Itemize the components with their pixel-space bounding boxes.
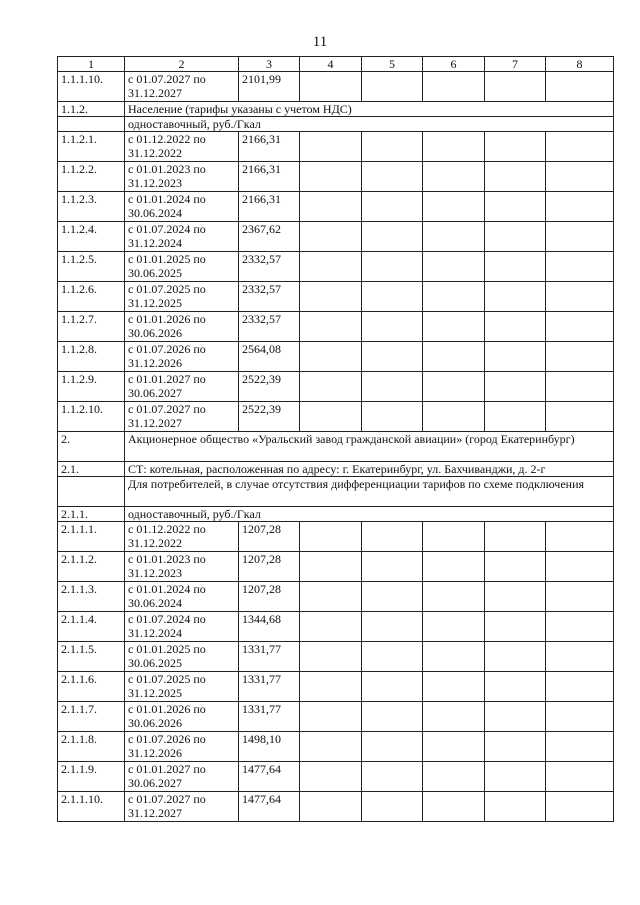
empty-cell — [423, 522, 485, 552]
tariff-value-cell: 1498,10 — [239, 732, 300, 762]
empty-cell — [546, 732, 614, 762]
tariff-value-cell: 2367,62 — [239, 222, 300, 252]
empty-cell — [423, 402, 485, 432]
tariff-value-cell: 1331,77 — [239, 702, 300, 732]
table-row — [58, 252, 614, 282]
empty-cell — [546, 672, 614, 702]
empty-cell — [300, 222, 362, 252]
period-cell: с 01.07.2024 по 31.12.2024 — [125, 222, 239, 252]
row-number-cell: 2.1.1.9. — [58, 762, 125, 792]
empty-cell — [546, 642, 614, 672]
empty-cell — [546, 402, 614, 432]
empty-cell — [300, 282, 362, 312]
table-row — [58, 312, 614, 342]
header-cell: 3 — [239, 57, 300, 72]
period-cell: с 01.01.2026 по 30.06.2026 — [125, 312, 239, 342]
empty-cell — [300, 402, 362, 432]
empty-cell — [423, 192, 485, 222]
empty-cell — [300, 792, 362, 822]
empty-cell — [485, 522, 546, 552]
empty-cell — [362, 72, 423, 102]
empty-cell — [300, 72, 362, 102]
row-number-cell: 1.1.2.1. — [58, 132, 125, 162]
empty-cell — [362, 402, 423, 432]
tariff-value-cell: 1207,28 — [239, 522, 300, 552]
empty-cell — [546, 72, 614, 102]
section-text-cell: Акционерное общество «Уральский завод гражданской авиации» (город Екатеринбург) — [125, 432, 614, 462]
tariff-value-cell: 2522,39 — [239, 372, 300, 402]
empty-cell — [485, 192, 546, 222]
tariff-table-body — [58, 57, 614, 822]
empty-cell — [362, 702, 423, 732]
empty-cell — [423, 312, 485, 342]
section-text-cell: Население (тарифы указаны с учетом НДС) — [125, 102, 614, 117]
empty-cell — [485, 612, 546, 642]
empty-cell — [362, 282, 423, 312]
empty-cell — [423, 702, 485, 732]
empty-cell — [423, 762, 485, 792]
empty-cell — [300, 162, 362, 192]
header-cell: 4 — [300, 57, 362, 72]
empty-cell — [362, 762, 423, 792]
header-cell: 7 — [485, 57, 546, 72]
empty-cell — [485, 222, 546, 252]
empty-cell — [423, 132, 485, 162]
empty-cell — [485, 72, 546, 102]
tariff-value-cell: 2332,57 — [239, 282, 300, 312]
empty-cell — [423, 672, 485, 702]
empty-cell — [300, 312, 362, 342]
table-row — [58, 672, 614, 702]
row-number-cell: 1.1.2.10. — [58, 402, 125, 432]
table-row — [58, 162, 614, 192]
header-cell: 6 — [423, 57, 485, 72]
empty-cell — [546, 612, 614, 642]
empty-cell — [362, 162, 423, 192]
table-row — [58, 792, 614, 822]
empty-cell — [300, 732, 362, 762]
table-row — [58, 72, 614, 102]
period-cell: с 01.01.2024 по 30.06.2024 — [125, 192, 239, 222]
header-cell: 8 — [546, 57, 614, 72]
section-row — [58, 462, 614, 477]
period-cell: с 01.01.2027 по 30.06.2027 — [125, 372, 239, 402]
row-number-cell: 2.1.1.3. — [58, 582, 125, 612]
empty-cell — [300, 642, 362, 672]
empty-cell — [362, 192, 423, 222]
row-number-cell: 2.1.1.1. — [58, 522, 125, 552]
empty-cell — [300, 522, 362, 552]
empty-cell — [300, 132, 362, 162]
section-row — [58, 102, 614, 117]
header-cell: 2 — [125, 57, 239, 72]
row-number-cell: 1.1.2.9. — [58, 372, 125, 402]
row-number-cell: 1.1.2.8. — [58, 342, 125, 372]
period-cell: с 01.07.2027 по 31.12.2027 — [125, 402, 239, 432]
section-row — [58, 432, 614, 462]
empty-cell — [300, 702, 362, 732]
empty-cell — [485, 372, 546, 402]
empty-cell — [300, 762, 362, 792]
table-row — [58, 522, 614, 552]
section-text-cell: СТ: котельная, расположенная по адресу: г. Екатеринбург, ул. Бахчиванджи, д. 2-г — [125, 462, 614, 477]
row-number-cell: 2.1.1.4. — [58, 612, 125, 642]
period-cell: с 01.07.2024 по 31.12.2024 — [125, 612, 239, 642]
empty-cell — [300, 672, 362, 702]
period-cell: с 01.01.2023 по 31.12.2023 — [125, 552, 239, 582]
section-text-cell: одноставочный, руб./Гкал — [125, 507, 614, 522]
header-cell: 1 — [58, 57, 125, 72]
table-row — [58, 372, 614, 402]
empty-cell — [362, 642, 423, 672]
table-row — [58, 402, 614, 432]
row-number-cell: 1.1.2. — [58, 102, 125, 117]
period-cell: с 01.01.2025 по 30.06.2025 — [125, 642, 239, 672]
empty-cell — [300, 612, 362, 642]
tariff-value-cell: 1344,68 — [239, 612, 300, 642]
empty-cell — [300, 552, 362, 582]
row-number-cell: 2. — [58, 432, 125, 462]
empty-cell — [362, 132, 423, 162]
tariff-value-cell: 1331,77 — [239, 642, 300, 672]
empty-cell — [362, 672, 423, 702]
empty-cell — [362, 792, 423, 822]
tariff-value-cell: 1477,64 — [239, 762, 300, 792]
table-row — [58, 612, 614, 642]
empty-cell — [485, 642, 546, 672]
period-cell: с 01.01.2027 по 30.06.2027 — [125, 762, 239, 792]
empty-cell — [362, 732, 423, 762]
empty-cell — [423, 792, 485, 822]
period-cell: с 01.07.2025 по 31.12.2025 — [125, 282, 239, 312]
empty-cell — [485, 672, 546, 702]
empty-cell — [362, 522, 423, 552]
empty-cell — [485, 282, 546, 312]
row-number-cell: 1.1.2.3. — [58, 192, 125, 222]
section-row — [58, 117, 614, 132]
tariff-value-cell: 2332,57 — [239, 312, 300, 342]
row-number-cell: 2.1.1. — [58, 507, 125, 522]
row-number-cell: 1.1.1.10. — [58, 72, 125, 102]
tariff-value-cell: 2522,39 — [239, 402, 300, 432]
row-number-cell: 1.1.2.6. — [58, 282, 125, 312]
empty-cell — [485, 582, 546, 612]
tariff-value-cell: 2166,31 — [239, 162, 300, 192]
empty-cell — [485, 342, 546, 372]
period-cell: с 01.01.2026 по 30.06.2026 — [125, 702, 239, 732]
tariff-value-cell: 2332,57 — [239, 252, 300, 282]
empty-cell — [546, 522, 614, 552]
table-row — [58, 342, 614, 372]
empty-cell — [423, 552, 485, 582]
empty-cell — [546, 312, 614, 342]
section-row — [58, 477, 614, 507]
empty-cell — [546, 132, 614, 162]
empty-cell — [423, 372, 485, 402]
section-text-cell: Для потребителей, в случае отсутствия дифференциации тарифов по схеме подключения — [125, 477, 614, 507]
empty-cell — [546, 192, 614, 222]
empty-cell — [423, 732, 485, 762]
section-text-cell: одноставочный, руб./Гкал — [125, 117, 614, 132]
empty-cell — [546, 372, 614, 402]
empty-cell — [485, 402, 546, 432]
row-number-cell: 1.1.2.4. — [58, 222, 125, 252]
row-number-cell — [58, 477, 125, 507]
tariff-value-cell: 2166,31 — [239, 192, 300, 222]
table-row — [58, 282, 614, 312]
empty-cell — [485, 792, 546, 822]
tariff-value-cell: 2564,08 — [239, 342, 300, 372]
empty-cell — [485, 732, 546, 762]
tariff-value-cell: 1331,77 — [239, 672, 300, 702]
empty-cell — [423, 642, 485, 672]
period-cell: с 01.07.2027 по 31.12.2027 — [125, 72, 239, 102]
empty-cell — [546, 762, 614, 792]
period-cell: с 01.12.2022 по 31.12.2022 — [125, 132, 239, 162]
table-row — [58, 222, 614, 252]
empty-cell — [485, 252, 546, 282]
empty-cell — [546, 252, 614, 282]
empty-cell — [362, 372, 423, 402]
empty-cell — [362, 582, 423, 612]
empty-cell — [300, 582, 362, 612]
empty-cell — [423, 72, 485, 102]
row-number-cell: 2.1.1.2. — [58, 552, 125, 582]
tariff-value-cell: 1207,28 — [239, 582, 300, 612]
empty-cell — [300, 372, 362, 402]
tariff-table — [57, 56, 614, 822]
period-cell: с 01.01.2023 по 31.12.2023 — [125, 162, 239, 192]
section-row — [58, 507, 614, 522]
table-row — [58, 762, 614, 792]
empty-cell — [362, 222, 423, 252]
empty-cell — [423, 162, 485, 192]
table-row — [58, 732, 614, 762]
empty-cell — [485, 762, 546, 792]
empty-cell — [485, 132, 546, 162]
table-row — [58, 552, 614, 582]
empty-cell — [485, 702, 546, 732]
empty-cell — [423, 222, 485, 252]
row-number-cell: 1.1.2.2. — [58, 162, 125, 192]
empty-cell — [300, 252, 362, 282]
empty-cell — [362, 312, 423, 342]
period-cell: с 01.07.2026 по 31.12.2026 — [125, 342, 239, 372]
row-number-cell: 1.1.2.5. — [58, 252, 125, 282]
empty-cell — [362, 252, 423, 282]
row-number-cell: 2.1. — [58, 462, 125, 477]
empty-cell — [546, 162, 614, 192]
empty-cell — [485, 162, 546, 192]
table-row — [58, 132, 614, 162]
table-row — [58, 582, 614, 612]
tariff-value-cell: 1477,64 — [239, 792, 300, 822]
table-header-row — [58, 57, 614, 72]
period-cell: с 01.01.2025 по 30.06.2025 — [125, 252, 239, 282]
empty-cell — [546, 282, 614, 312]
empty-cell — [300, 342, 362, 372]
table-row — [58, 642, 614, 672]
tariff-value-cell: 2101,99 — [239, 72, 300, 102]
row-number-cell: 2.1.1.10. — [58, 792, 125, 822]
tariff-value-cell: 1207,28 — [239, 552, 300, 582]
empty-cell — [485, 312, 546, 342]
empty-cell — [362, 612, 423, 642]
empty-cell — [423, 252, 485, 282]
row-number-cell: 2.1.1.5. — [58, 642, 125, 672]
empty-cell — [546, 792, 614, 822]
header-cell: 5 — [362, 57, 423, 72]
empty-cell — [423, 282, 485, 312]
row-number-cell: 2.1.1.7. — [58, 702, 125, 732]
empty-cell — [362, 342, 423, 372]
empty-cell — [546, 702, 614, 732]
period-cell: с 01.07.2027 по 31.12.2027 — [125, 792, 239, 822]
row-number-cell — [58, 117, 125, 132]
row-number-cell: 2.1.1.8. — [58, 732, 125, 762]
period-cell: с 01.01.2024 по 30.06.2024 — [125, 582, 239, 612]
row-number-cell: 2.1.1.6. — [58, 672, 125, 702]
period-cell: с 01.07.2026 по 31.12.2026 — [125, 732, 239, 762]
tariff-value-cell: 2166,31 — [239, 132, 300, 162]
empty-cell — [546, 222, 614, 252]
period-cell: с 01.07.2025 по 31.12.2025 — [125, 672, 239, 702]
page-number: 11 — [312, 34, 328, 50]
empty-cell — [423, 582, 485, 612]
empty-cell — [300, 192, 362, 222]
empty-cell — [423, 342, 485, 372]
table-row — [58, 702, 614, 732]
empty-cell — [546, 552, 614, 582]
empty-cell — [362, 552, 423, 582]
empty-cell — [485, 552, 546, 582]
empty-cell — [546, 342, 614, 372]
table-row — [58, 192, 614, 222]
empty-cell — [546, 582, 614, 612]
empty-cell — [423, 612, 485, 642]
period-cell: с 01.12.2022 по 31.12.2022 — [125, 522, 239, 552]
row-number-cell: 1.1.2.7. — [58, 312, 125, 342]
